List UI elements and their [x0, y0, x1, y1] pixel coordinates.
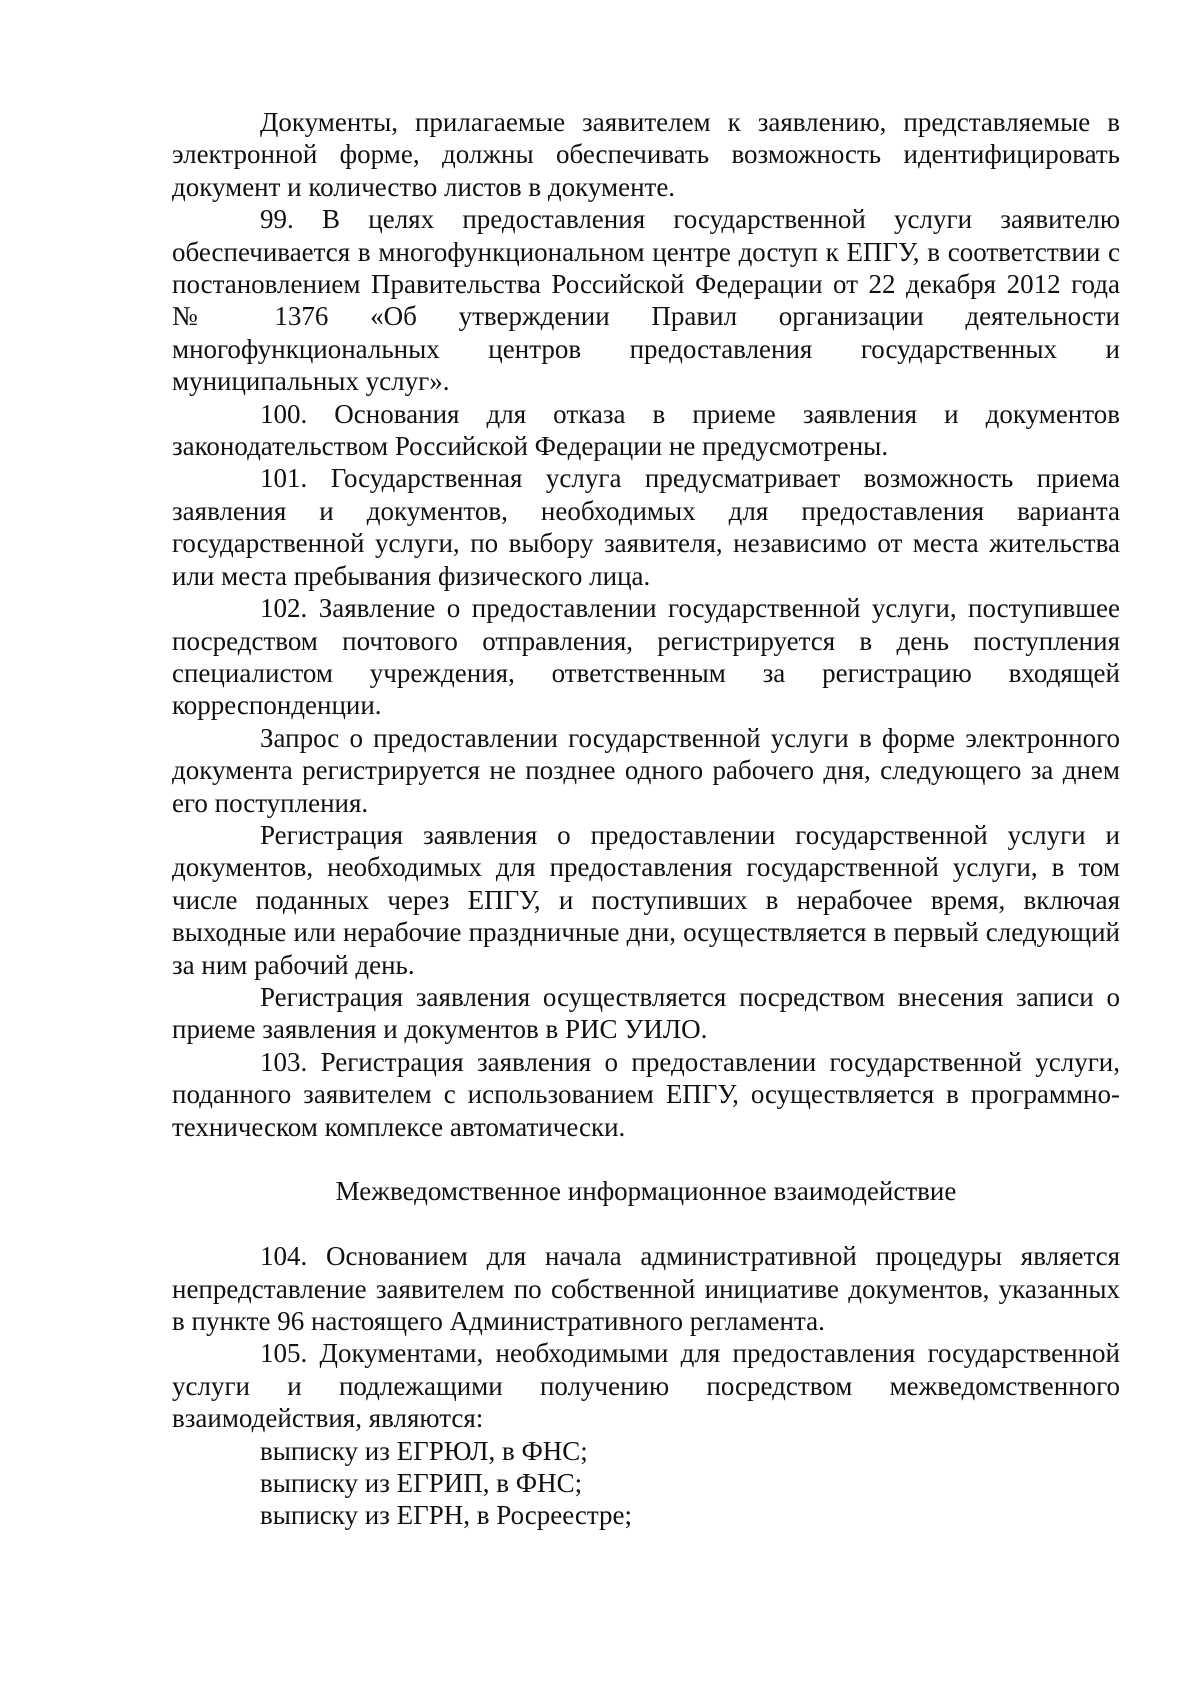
- document-page: [172, 106, 1120, 1532]
- spacer: [172, 1143, 1120, 1175]
- paragraph-99: 99. В целях предоставления государственной услуги заявителю обеспечивается в многофункциональном центре доступ к ЕПГУ, в соответствии с постановлением Правительства Российской Федерации от 22 декабря 2012 года № 1376 «Об утверждении Правил организации деятельности многофункциональных центров предоставления государственных и муниципальных услуг».: [172, 204, 1120, 397]
- list-item-egrip: выписку из ЕГРИП, в ФНС;: [260, 1468, 583, 1499]
- paragraph-electronic-documents: Документы, прилагаемые заявителем к заявлению, представляемые в электронной форме, должны обеспечивать возможность идентифицировать документ и количество листов в документе.: [172, 107, 1120, 202]
- paragraph-registration-nonworking: Регистрация заявления о предоставлении государственной услуги и документов, необходимых для предоставления государственной услуги, в том числе поданных через ЕПГУ, и поступивших в нерабочее время, включая выходные или нерабочие праздничные дни, осуществляется в первый следующий за ним рабочий день.: [172, 819, 1120, 980]
- paragraph-104: 104. Основанием для начала административной процедуры является непредставление заявителем по собственной инициативе документов, указанных в пункте 96 настоящего Административного регламента.: [172, 1241, 1120, 1336]
- paragraph-electronic-request: Запрос о предоставлении государственной услуги в форме электронного документа регистрируется не позднее одного рабочего дня, следующего за днем его поступления.: [172, 722, 1120, 818]
- paragraph-registration-ris: Регистрация заявления осуществляется посредством внесения записи о приеме заявления и документов в РИС УИЛО.: [172, 981, 1120, 1045]
- paragraph-105: 105. Документами, необходимыми для предоставления государственной услуги и подлежащими получению посредством межведомственного взаимодействия, являются:: [172, 1338, 1120, 1434]
- paragraph-101: 101. Государственная услуга предусматривает возможность приема заявления и документов, необходимых для предоставления варианта государственной услуги, по выбору заявителя, независимо от места жительства или места пребывания физического лица.: [172, 463, 1120, 591]
- paragraph-102: 102. Заявление о предоставлении государственной услуги, поступившее посредством почтового отправления, регистрируется в день поступления специалистом учреждения, ответственным за регистрацию входящей корреспонденции.: [172, 593, 1120, 721]
- spacer: [172, 1208, 1120, 1240]
- paragraph-103: 103. Регистрация заявления о предоставлении государственной услуги, поданного заявителем с использованием ЕПГУ, осуществляется в программно-техническом комплексе автоматически.: [172, 1046, 1120, 1142]
- paragraph-100: 100. Основания для отказа в приеме заявления и документов законодательством Российской Федерации не предусмотрены.: [172, 398, 1120, 462]
- section-heading: Межведомственное информационное взаимодействие: [335, 1176, 957, 1207]
- list-item-egrn: выписку из ЕГРН, в Росреестре;: [260, 1500, 632, 1531]
- list-item-egrul: выписку из ЕГРЮЛ, в ФНС;: [260, 1435, 588, 1466]
